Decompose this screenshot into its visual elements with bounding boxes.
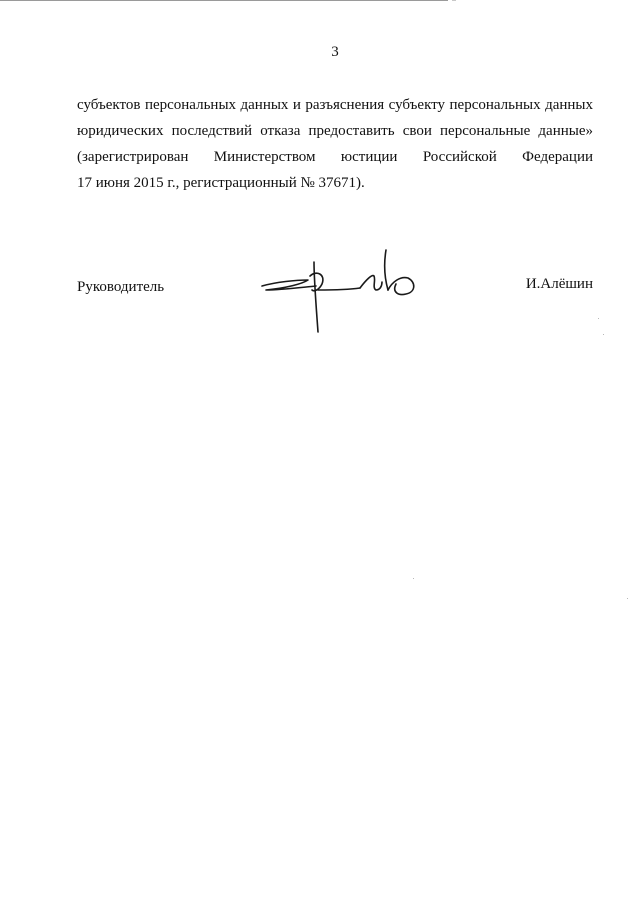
signer-name: И.Алёшин [525,276,593,292]
body-line-1: субъектов персональных данных и разъяснения субъекту персональных данных [77,97,593,113]
signer-position: Руководитель [77,279,165,295]
scan-speck [598,318,599,319]
handwritten-signature [256,246,426,336]
body-paragraph [77,92,593,196]
body-line-2: юридических последствий отказа предоставить свои персональные данные» [77,123,593,139]
body-line-4: 17 июня 2015 г., регистрационный № 37671). [77,175,365,191]
scan-speck [413,578,414,579]
scan-speck [627,598,628,599]
page-number: 3 [331,44,339,60]
top-edge-rule-fragment [452,0,456,1]
scan-speck [603,334,604,335]
top-edge-rule [0,0,448,1]
body-line-3: (зарегистрирован Министерством юстиции Российской Федерации [77,149,593,165]
